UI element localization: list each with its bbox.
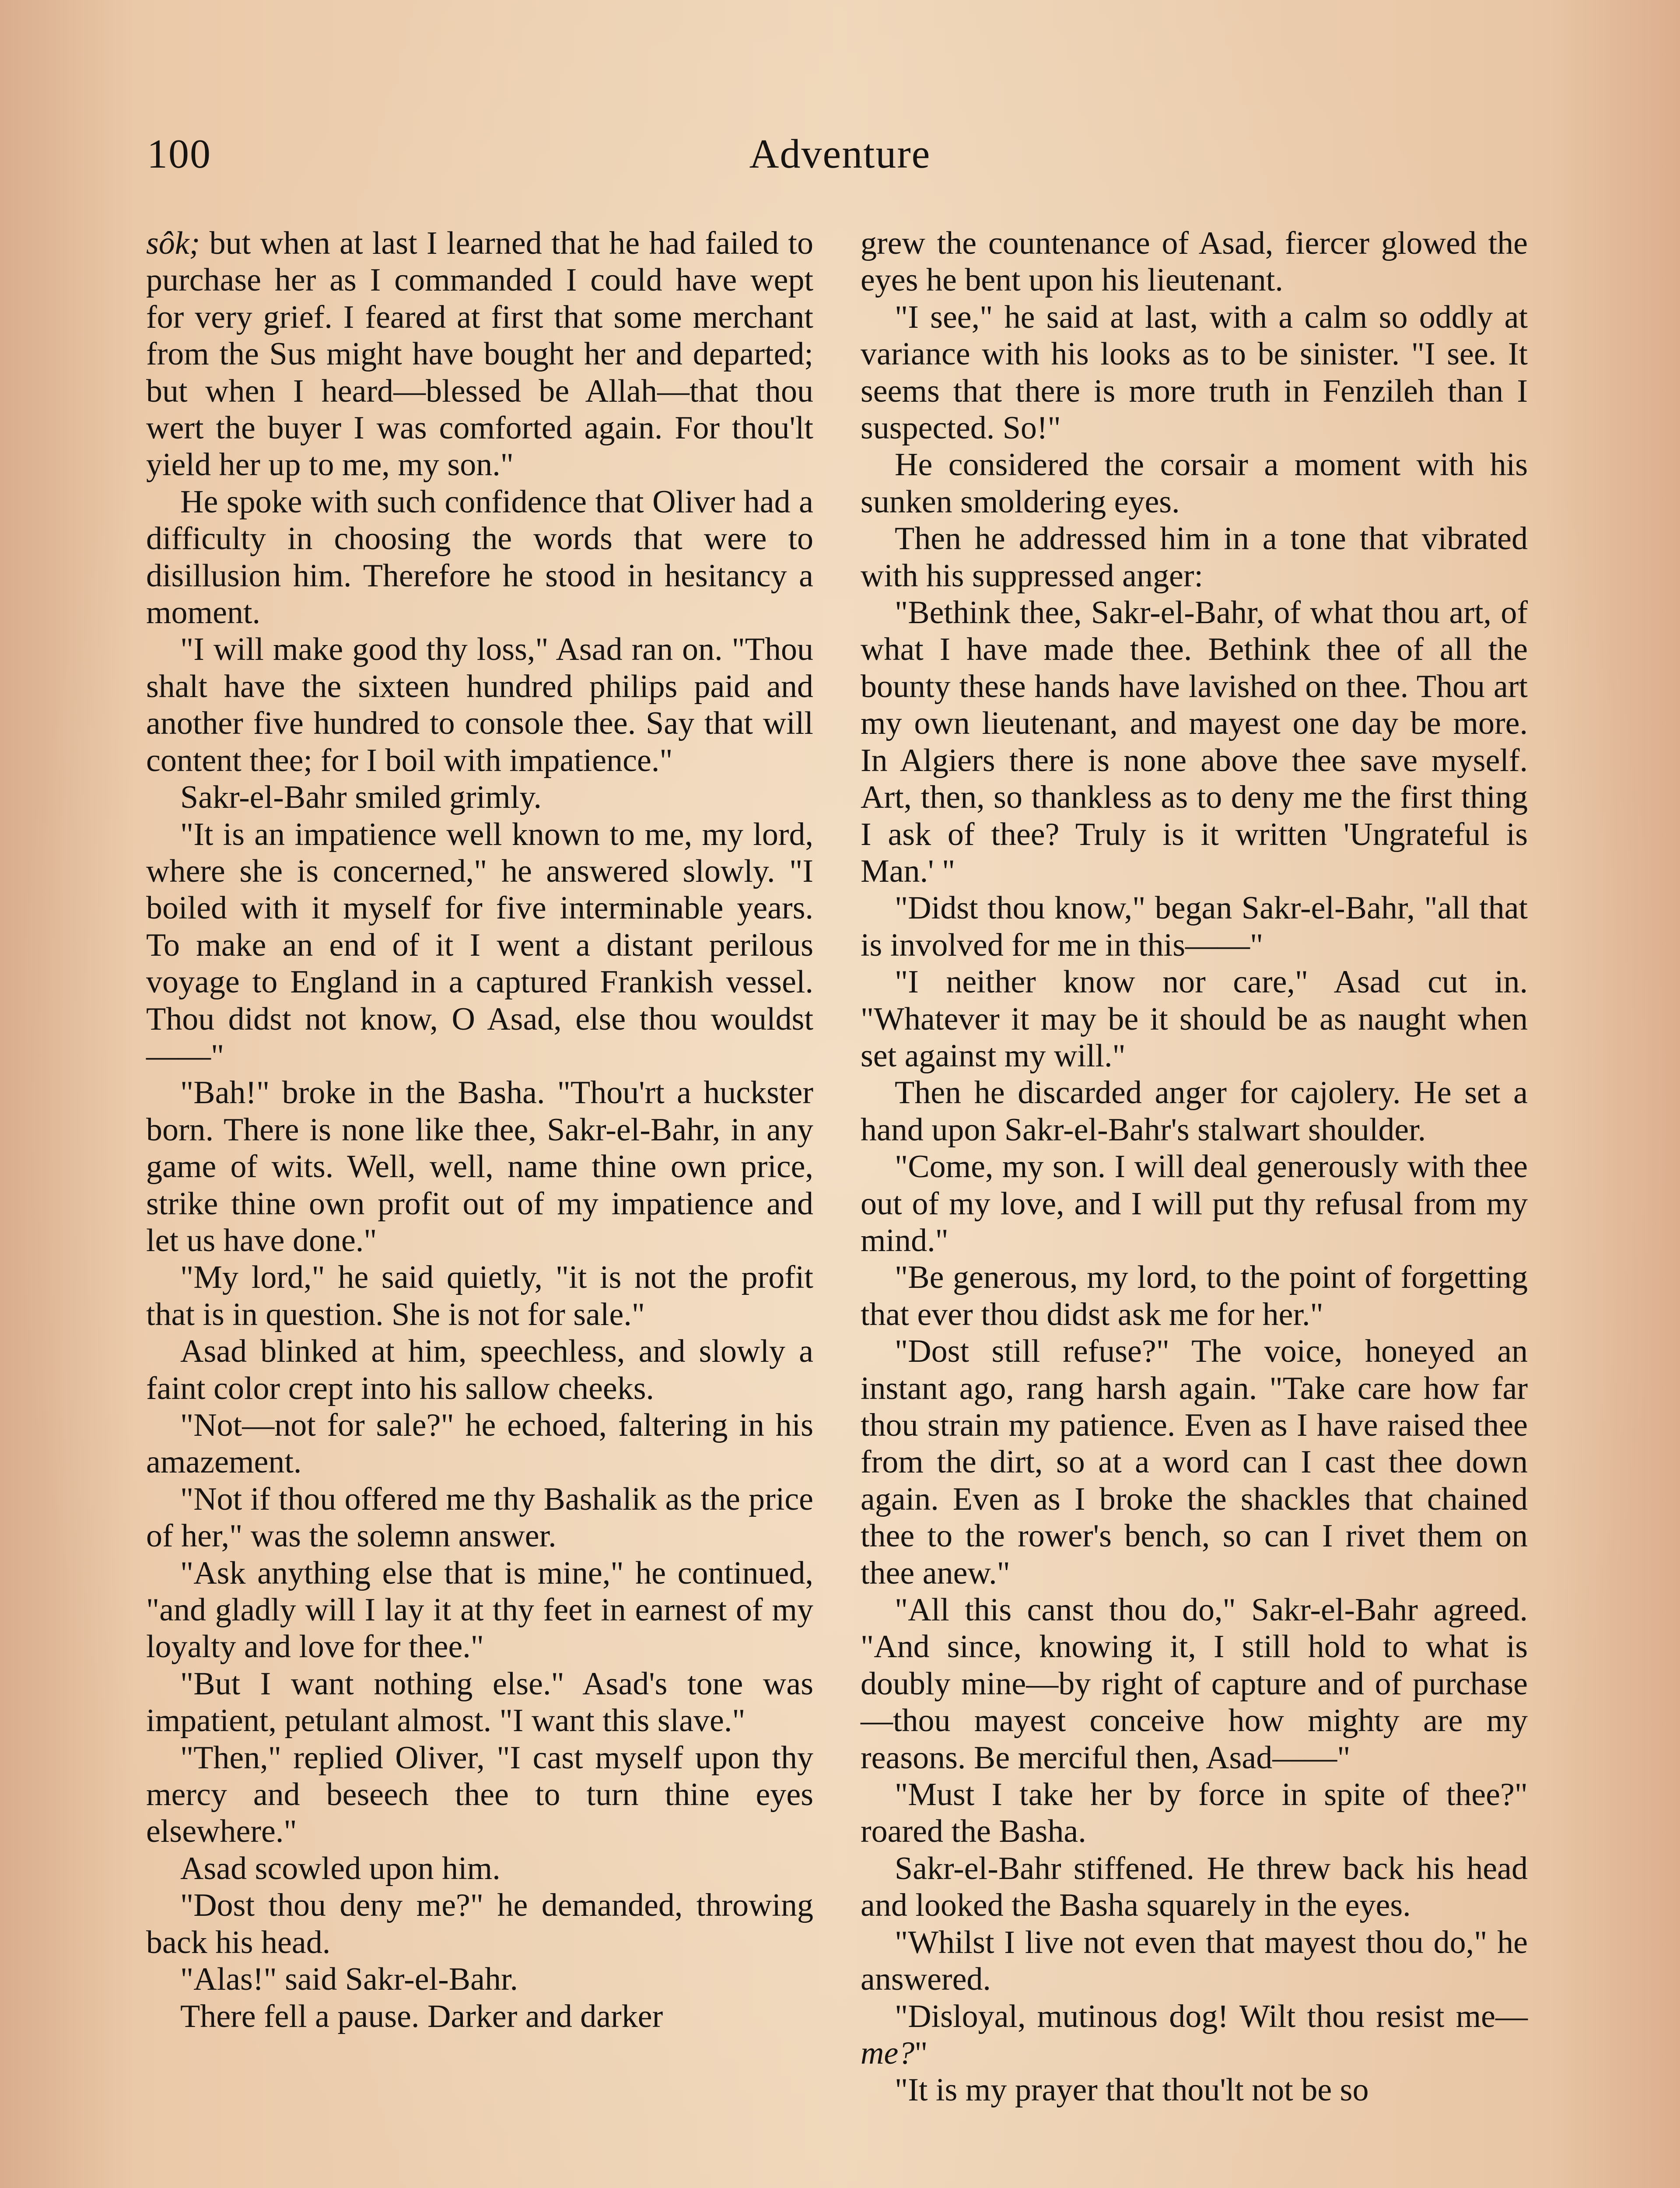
paragraph	[861, 299, 1528, 447]
paragraph-text: "Dost thou deny me?" he demanded, throwing back his head.	[146, 1887, 813, 1960]
paragraph-text: "It is an impatience well known to me, my lord, where she is concerned," he answered slowly. "I boiled with it myself for five interminable years. To make an end of it I went a distant perilous voyage to England in a captured Frankish vessel. Thou didst not know, O Asad, else thou wouldst——"	[146, 816, 813, 1074]
italic-text: sôk;	[146, 225, 200, 261]
paragraph	[146, 1739, 813, 1850]
paragraph	[861, 225, 1528, 299]
paragraph-text: "Be generous, my lord, to the point of forgetting that ever thou didst ask me for her."	[861, 1259, 1528, 1332]
paragraph	[861, 1592, 1528, 1776]
right-column	[861, 225, 1528, 2109]
paragraph	[146, 1961, 813, 1998]
paragraph-text: Asad scowled upon him.	[180, 1850, 500, 1886]
paragraph	[146, 484, 813, 631]
paragraph-text: Sakr-el-Bahr smiled grimly.	[180, 779, 542, 816]
paragraph-text: "I will make good thy loss," Asad ran on. "Thou shalt have the sixteen hundred philips paid and another five hundred to console thee. Say that will content thee; for I boil with impatience."	[146, 631, 813, 778]
paragraph-text: "Ask anything else that is mine," he continued, "and gladly will I lay it at thy feet in earnest of my loyalty and love for thee."	[146, 1555, 813, 1665]
paragraph	[146, 1998, 813, 2035]
paragraph	[861, 1333, 1528, 1592]
paragraph	[146, 1259, 813, 1333]
paragraph	[861, 520, 1528, 594]
paragraph-text: "Dost still refuse?" The voice, honeyed an instant ago, rang harsh again. "Take care how far thou strain my patience. Even as I have raised thee from the dirt, so at a word can I cast thee down again. Even as I broke the shackles that chained thee to the rower's bench, so can I rivet them on thee anew."	[861, 1333, 1528, 1591]
paragraph	[146, 1407, 813, 1481]
running-title: Adventure	[749, 131, 931, 177]
paragraph-text: "Disloyal, mutinous dog! Wilt thou resist me—	[895, 1998, 1528, 2034]
paragraph-text: "I neither know nor care," Asad cut in. "Whatever it may be it should be as naught when set against my will."	[861, 964, 1528, 1074]
paragraph-text: He considered the corsair a moment with his sunken smoldering eyes.	[861, 447, 1528, 520]
paragraph	[146, 1074, 813, 1259]
paragraph	[861, 964, 1528, 1074]
paragraph	[861, 1998, 1528, 2072]
paragraph	[146, 1850, 813, 1887]
paragraph	[146, 816, 813, 1075]
paragraph	[861, 1924, 1528, 1998]
paragraph	[146, 1666, 813, 1739]
italic-text: me?	[861, 2035, 915, 2071]
paragraph-text: Asad blinked at him, speechless, and slowly a faint color crept into his sallow cheeks.	[146, 1333, 813, 1406]
paragraph-text: Then he discarded anger for cajolery. He set a hand upon Sakr-el-Bahr's stalwart shoulder.	[861, 1075, 1528, 1148]
paragraph-text: "My lord," he said quietly, "it is not the profit that is in question. She is not for sale."	[146, 1259, 813, 1332]
paragraph-text: "All this canst thou do," Sakr-el-Bahr agreed. "And since, knowing it, I still hold to what is doubly mine—by right of capture and of purchase—thou mayest conceive how mighty are my reasons. Be merciful then, Asad——"	[861, 1592, 1528, 1776]
paragraph	[146, 631, 813, 779]
paragraph	[861, 446, 1528, 520]
page-number: 100	[147, 131, 211, 177]
paragraph-text: "Then," replied Oliver, "I cast myself upon thy mercy and beseech thee to turn thine eyes elsewhere."	[146, 1739, 813, 1850]
paragraph	[861, 2072, 1528, 2108]
paragraph-text: Then he addressed him in a tone that vibrated with his suppressed anger:	[861, 521, 1528, 594]
paragraph-text: "	[914, 2035, 928, 2071]
paragraph-text: He spoke with such confidence that Oliver had a difficulty in choosing the words that were to disillusion him. Therefore he stood in hesitancy a moment.	[146, 484, 813, 631]
paragraph-text: "But I want nothing else." Asad's tone was impatient, petulant almost. "I want this slave."	[146, 1666, 813, 1739]
paragraph	[861, 890, 1528, 964]
paragraph	[146, 1481, 813, 1555]
paragraph	[146, 1555, 813, 1666]
paragraph-text: "Not if thou offered me thy Bashalik as the price of her," was the solemn answer.	[146, 1481, 813, 1554]
paragraph-text: "Must I take her by force in spite of thee?" roared the Basha.	[861, 1777, 1528, 1850]
paragraph	[146, 225, 813, 484]
paragraph-text: "Not—not for sale?" he echoed, faltering in his amazement.	[146, 1407, 813, 1480]
paragraph	[861, 1259, 1528, 1333]
paragraph	[861, 594, 1528, 890]
paragraph-text: "I see," he said at last, with a calm so oddly at variance with his looks as to be sinister. "I see. It seems that there is more truth in Fenzileh than I suspected. So!"	[861, 299, 1528, 446]
paragraph	[146, 779, 813, 816]
paragraph-text: "Bethink thee, Sakr-el-Bahr, of what thou art, of what I have made thee. Bethink thee of all the bounty these hands have lavished on thee. Thou art my own lieutenant, and mayest one day be more. In Algiers there is none above thee save myself. Art, then, so thankless as to deny me the first thing I ask of thee? Truly is it written 'Ungrateful is Man.' "	[861, 595, 1528, 889]
paragraph	[861, 1776, 1528, 1850]
paragraph	[146, 1333, 813, 1407]
paragraph	[861, 1148, 1528, 1259]
paragraph-text: "Bah!" broke in the Basha. "Thou'rt a huckster born. There is none like thee, Sakr-el-Bahr, in any game of wits. Well, well, name thine own price, strike thine own profit out of my impatience and let us have done."	[146, 1075, 813, 1259]
paragraph-text: "Didst thou know," began Sakr-el-Bahr, "all that is involved for me in this——"	[861, 890, 1528, 963]
paragraph-text: "Whilst I live not even that mayest thou do," he answered.	[861, 1924, 1528, 1998]
paragraph-text: "Come, my son. I will deal generously with thee out of my love, and I will put thy refusal from my mind."	[861, 1149, 1528, 1259]
left-column	[146, 225, 813, 2035]
paragraph	[861, 1074, 1528, 1148]
paragraph	[146, 1887, 813, 1961]
paragraph-text: but when at last I learned that he had failed to purchase her as I commanded I could have wept for very grief. I feared at first that some merchant from the Sus might have bought her and departed; but when I heard—blessed be Allah—that thou wert the buyer I was comforted again. For thou'lt yield her up to me, my son."	[146, 225, 813, 483]
paragraph-text: "Alas!" said Sakr-el-Bahr.	[180, 1961, 518, 1998]
paragraph-text: There fell a pause. Darker and darker	[180, 1998, 663, 2034]
paragraph-text: grew the countenance of Asad, fiercer glowed the eyes he bent upon his lieutenant.	[861, 225, 1528, 298]
paragraph-text: "It is my prayer that thou'lt not be so	[895, 2072, 1369, 2108]
paragraph-text: Sakr-el-Bahr stiffened. He threw back his head and looked the Basha squarely in the eyes.	[861, 1850, 1528, 1924]
paragraph	[861, 1850, 1528, 1924]
